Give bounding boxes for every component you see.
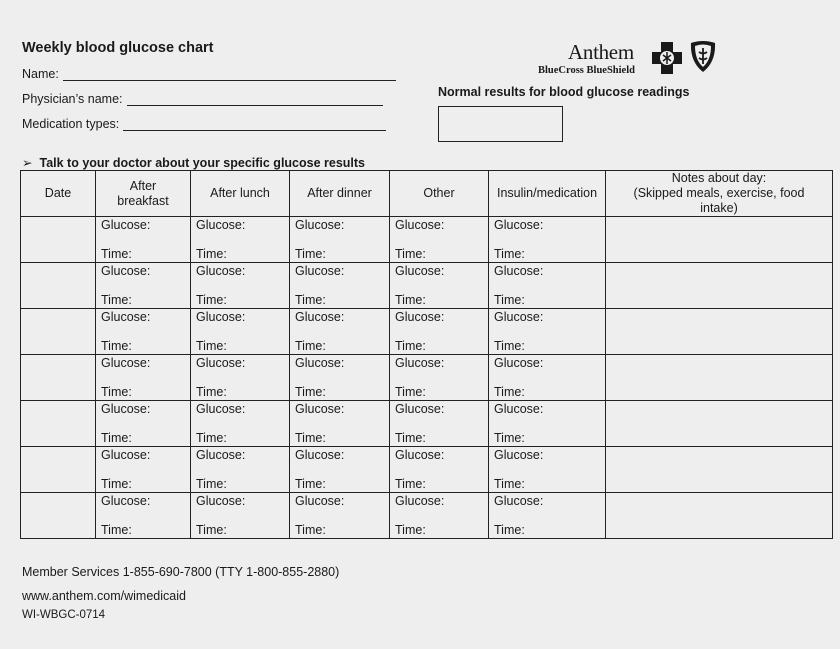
notes-cell[interactable] (606, 309, 833, 355)
after-breakfast-cell[interactable] (96, 263, 191, 309)
time-label: Time: (101, 339, 132, 353)
time-label: Time: (295, 477, 326, 491)
after-dinner-cell[interactable] (290, 217, 390, 263)
time-label: Time: (395, 339, 426, 353)
after-lunch-cell[interactable] (191, 217, 290, 263)
date-cell[interactable] (21, 309, 96, 355)
time-label: Time: (395, 293, 426, 307)
glucose-label: Glucose: (101, 494, 151, 508)
time-label: Time: (395, 385, 426, 399)
after-dinner-cell[interactable] (290, 355, 390, 401)
insulin-cell[interactable] (489, 217, 606, 263)
after-lunch-cell[interactable] (191, 309, 290, 355)
glucose-label: Glucose: (295, 310, 345, 324)
glucose-label: Glucose: (101, 264, 151, 278)
time-label: Time: (101, 293, 132, 307)
medication-label: Medication types: (22, 117, 120, 131)
header-after-dinner: After dinner (290, 171, 390, 217)
other-cell[interactable] (390, 401, 489, 447)
date-cell[interactable] (21, 447, 96, 493)
after-breakfast-cell[interactable] (96, 401, 191, 447)
time-label: Time: (494, 431, 525, 445)
physician-label: Physician’s name: (22, 92, 123, 106)
form-title: Weekly blood glucose chart (22, 40, 214, 56)
after-breakfast-cell[interactable] (96, 355, 191, 401)
time-label: Time: (101, 523, 132, 537)
website-link[interactable]: www.anthem.com/wimedicaid (22, 589, 186, 603)
notes-cell[interactable] (606, 447, 833, 493)
notes-cell[interactable] (606, 263, 833, 309)
glucose-label: Glucose: (101, 448, 151, 462)
after-breakfast-cell[interactable] (96, 309, 191, 355)
time-label: Time: (494, 523, 525, 537)
table-row (21, 447, 833, 493)
name-input-line[interactable] (63, 68, 396, 81)
after-lunch-cell[interactable] (191, 401, 290, 447)
physician-input-line[interactable] (127, 93, 383, 106)
time-label: Time: (295, 431, 326, 445)
blue-cross-icon (650, 40, 684, 76)
insulin-cell[interactable] (489, 493, 606, 539)
glucose-label: Glucose: (395, 494, 445, 508)
time-label: Time: (395, 477, 426, 491)
time-label: Time: (295, 523, 326, 537)
time-label: Time: (494, 247, 525, 261)
form-code: WI-WBGC-0714 (22, 609, 106, 621)
glucose-label: Glucose: (196, 218, 246, 232)
date-cell[interactable] (21, 355, 96, 401)
table-row (21, 217, 833, 263)
header-other: Other (390, 171, 489, 217)
other-cell[interactable] (390, 447, 489, 493)
glucose-label: Glucose: (395, 310, 445, 324)
after-breakfast-cell[interactable] (96, 217, 191, 263)
table-row (21, 401, 833, 447)
glucose-label: Glucose: (196, 494, 246, 508)
insulin-cell[interactable] (489, 309, 606, 355)
glucose-label: Glucose: (101, 310, 151, 324)
header-after-breakfast-text: After breakfast (117, 178, 169, 208)
time-label: Time: (494, 293, 525, 307)
physician-field (22, 92, 383, 106)
time-label: Time: (196, 431, 227, 445)
glucose-label: Glucose: (196, 448, 246, 462)
insulin-cell[interactable] (489, 447, 606, 493)
glucose-label: Glucose: (295, 356, 345, 370)
time-label: Time: (101, 385, 132, 399)
glucose-label: Glucose: (395, 264, 445, 278)
after-dinner-cell[interactable] (290, 401, 390, 447)
glucose-label: Glucose: (295, 264, 345, 278)
normal-results-label: Normal results for blood glucose readings (438, 85, 690, 99)
time-label: Time: (295, 385, 326, 399)
after-lunch-cell[interactable] (191, 355, 290, 401)
other-cell[interactable] (390, 263, 489, 309)
table-row (21, 263, 833, 309)
medication-input-line[interactable] (123, 118, 386, 131)
after-lunch-cell[interactable] (191, 447, 290, 493)
time-label: Time: (196, 339, 227, 353)
anthem-logo (536, 38, 736, 80)
time-label: Time: (395, 523, 426, 537)
after-dinner-cell[interactable] (290, 309, 390, 355)
time-label: Time: (395, 247, 426, 261)
notes-cell[interactable] (606, 355, 833, 401)
table-header-row (21, 171, 833, 217)
header-notes-title: Notes about day: (671, 171, 767, 185)
time-label: Time: (295, 247, 326, 261)
notes-cell[interactable] (606, 217, 833, 263)
other-cell[interactable] (390, 217, 489, 263)
time-label: Time: (295, 339, 326, 353)
time-label: Time: (395, 431, 426, 445)
glucose-label: Glucose: (395, 402, 445, 416)
member-services: Member Services 1-855-690-7800 (TTY 1-800-855-2880) (22, 565, 340, 579)
after-dinner-cell[interactable] (290, 263, 390, 309)
glucose-label: Glucose: (196, 264, 246, 278)
normal-results-box[interactable] (438, 106, 563, 142)
logo-brand: Anthem (568, 40, 634, 64)
time-label: Time: (101, 477, 132, 491)
header-insulin: Insulin/medication (489, 171, 606, 217)
date-cell[interactable] (21, 263, 96, 309)
glucose-label: Glucose: (196, 356, 246, 370)
date-cell[interactable] (21, 217, 96, 263)
time-label: Time: (494, 339, 525, 353)
time-label: Time: (196, 477, 227, 491)
time-label: Time: (196, 293, 227, 307)
logo-sub: BlueCross BlueShield (538, 65, 635, 76)
notes-cell[interactable] (606, 493, 833, 539)
glucose-label: Glucose: (101, 402, 151, 416)
glucose-label: Glucose: (494, 402, 544, 416)
glucose-label: Glucose: (494, 448, 544, 462)
header-after-breakfast (96, 171, 191, 217)
after-dinner-cell[interactable] (290, 447, 390, 493)
time-label: Time: (196, 385, 227, 399)
time-label: Time: (101, 431, 132, 445)
glucose-label: Glucose: (395, 218, 445, 232)
time-label: Time: (196, 523, 227, 537)
medication-field (22, 117, 386, 131)
other-cell[interactable] (390, 355, 489, 401)
header-notes (606, 171, 833, 217)
after-lunch-cell[interactable] (191, 263, 290, 309)
notes-cell[interactable] (606, 401, 833, 447)
glucose-label: Glucose: (494, 356, 544, 370)
glucose-label: Glucose: (494, 218, 544, 232)
glucose-label: Glucose: (196, 310, 246, 324)
glucose-table (20, 170, 833, 539)
talk-note (22, 155, 365, 170)
glucose-label: Glucose: (295, 218, 345, 232)
glucose-label: Glucose: (295, 402, 345, 416)
insulin-cell[interactable] (489, 355, 606, 401)
header-date: Date (21, 171, 96, 217)
glucose-label: Glucose: (395, 356, 445, 370)
insulin-cell[interactable] (489, 401, 606, 447)
glucose-label: Glucose: (494, 494, 544, 508)
after-breakfast-cell[interactable] (96, 493, 191, 539)
time-label: Time: (295, 293, 326, 307)
blue-shield-icon (688, 40, 718, 74)
insulin-cell[interactable] (489, 263, 606, 309)
table-row (21, 355, 833, 401)
glucose-label: Glucose: (196, 402, 246, 416)
glucose-label: Glucose: (494, 264, 544, 278)
header-notes-detail: (Skipped meals, exercise, food intake) (633, 186, 805, 215)
after-breakfast-cell[interactable] (96, 447, 191, 493)
table-row (21, 493, 833, 539)
time-label: Time: (196, 247, 227, 261)
other-cell[interactable] (390, 309, 489, 355)
glucose-label: Glucose: (395, 448, 445, 462)
name-field (22, 67, 396, 81)
table-row (21, 309, 833, 355)
after-lunch-cell[interactable] (191, 493, 290, 539)
talk-note-text: Talk to your doctor about your specific glucose results (39, 156, 366, 170)
time-label: Time: (494, 477, 525, 491)
glucose-label: Glucose: (295, 448, 345, 462)
glucose-label: Glucose: (295, 494, 345, 508)
header-after-lunch: After lunch (191, 171, 290, 217)
other-cell[interactable] (390, 493, 489, 539)
time-label: Time: (101, 247, 132, 261)
glucose-label: Glucose: (101, 218, 151, 232)
glucose-label: Glucose: (101, 356, 151, 370)
after-dinner-cell[interactable] (290, 493, 390, 539)
date-cell[interactable] (21, 493, 96, 539)
date-cell[interactable] (21, 401, 96, 447)
name-label: Name: (22, 67, 59, 81)
time-label: Time: (494, 385, 525, 399)
arrow-bullet-icon: ➢ (22, 156, 33, 170)
glucose-label: Glucose: (494, 310, 544, 324)
